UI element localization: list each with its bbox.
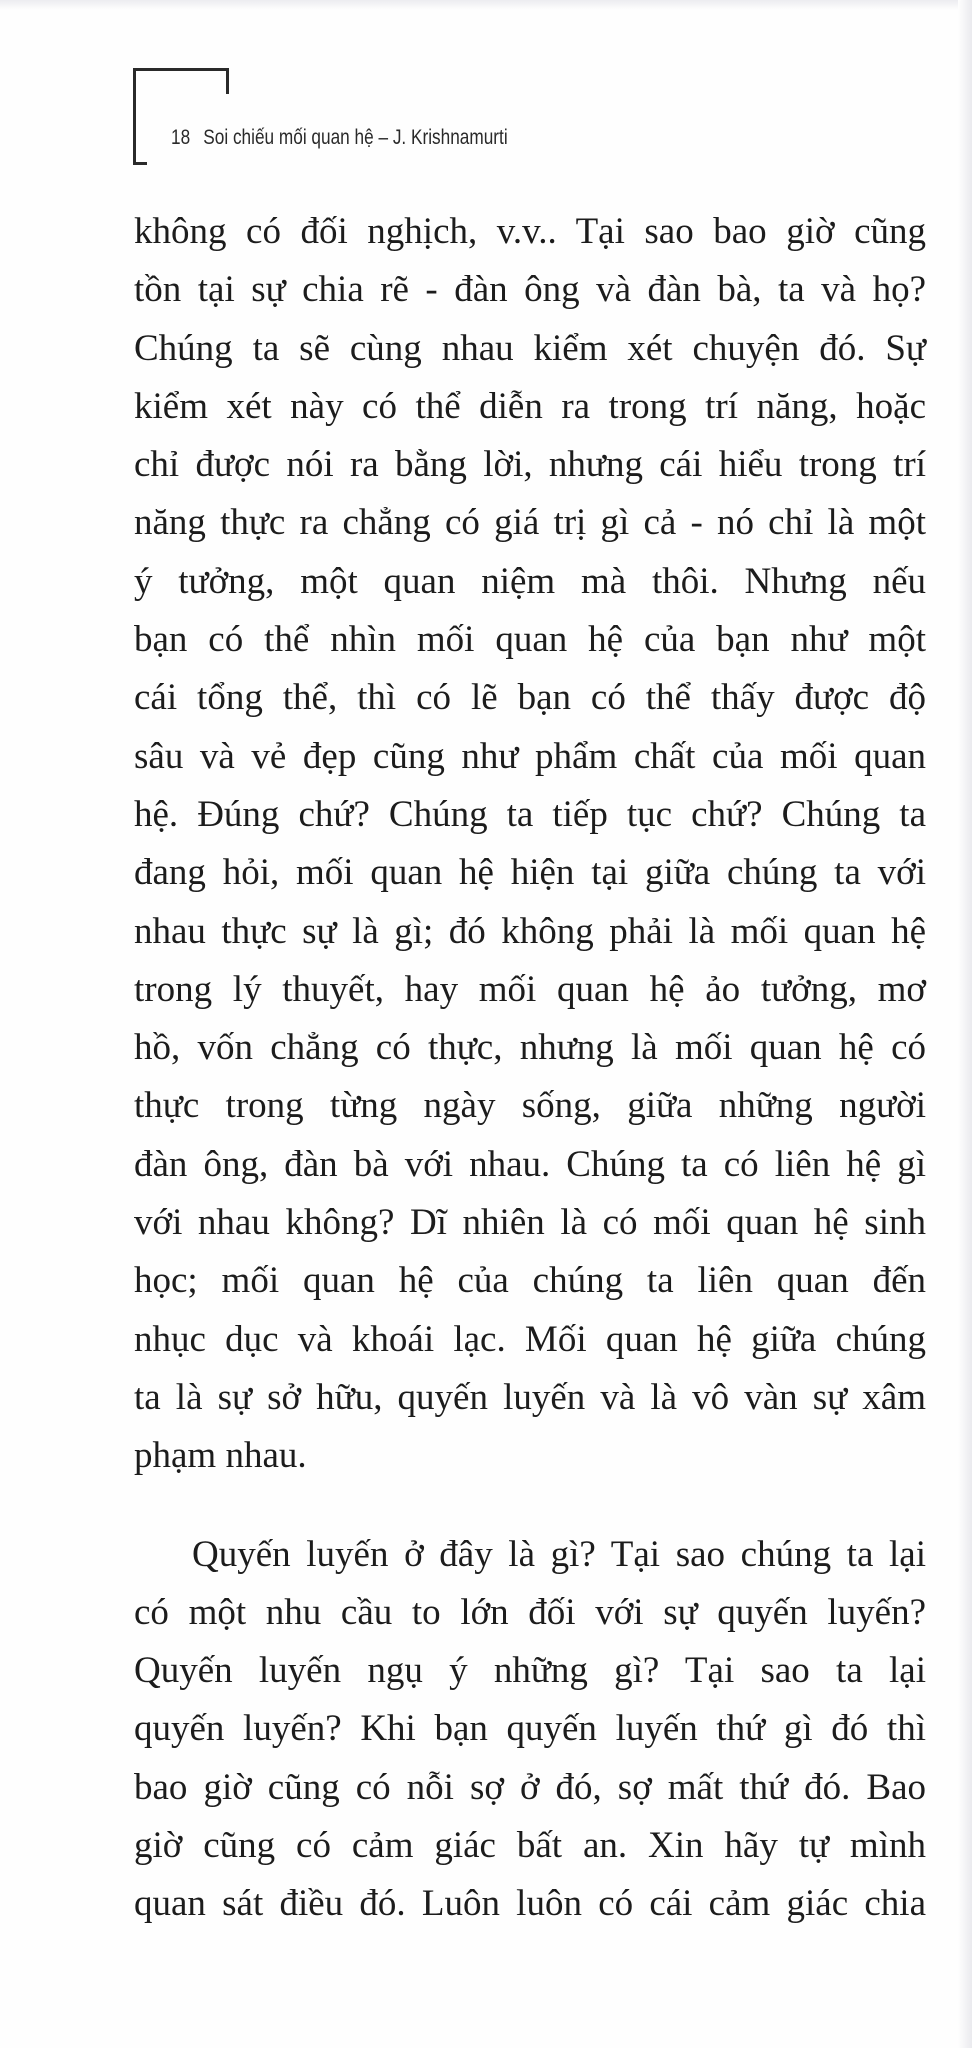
text-line: học; mối quan hệ của chúng ta liên quan đến — [134, 1260, 926, 1302]
text-line: giờ cũng có cảm giác bất an. Xin hãy tự mình — [134, 1825, 926, 1867]
text-line: đàn ông, đàn bà với nhau. Chúng ta có liên hệ gì — [134, 1143, 926, 1185]
text-line: phạm nhau. — [134, 1435, 307, 1477]
header-bracket-ornament — [133, 68, 136, 165]
text-line: trong lý thuyết, hay mối quan hệ ảo tưởng, mơ — [134, 968, 926, 1010]
text-line: hồ, vốn chẳng có thực, nhưng là mối quan hệ có — [134, 1027, 926, 1069]
paragraph — [134, 203, 926, 1486]
text-line: tồn tại sự chia rẽ - đàn ông và đàn bà, ta và họ? — [134, 269, 926, 311]
text-line: Quyến luyến ngụ ý những gì? Tại sao ta lại — [134, 1650, 926, 1692]
text-line: ta là sự sở hữu, quyến luyến và là vô vàn sự xâm — [134, 1376, 926, 1418]
text-line: chỉ được nói ra bằng lời, nhưng cái hiểu trong trí — [134, 444, 926, 486]
text-line: quan sát điều đó. Luôn luôn có cái cảm giác chia — [134, 1883, 926, 1925]
text-line: nhục dục và khoái lạc. Mối quan hệ giữa chúng — [134, 1318, 926, 1360]
text-line: có một nhu cầu to lớn đối với sự quyến luyến? — [134, 1591, 926, 1633]
text-line: quyến luyến? Khi bạn quyến luyến thứ gì đó thì — [134, 1708, 926, 1750]
text-line: bao giờ cũng có nỗi sợ ở đó, sợ mất thứ đó. Bao — [134, 1766, 926, 1808]
paragraph-spacer — [134, 1486, 926, 1526]
text-line: không có đối nghịch, v.v.. Tại sao bao giờ cũng — [134, 211, 926, 252]
body-text — [134, 203, 926, 1934]
text-line: thực trong từng ngày sống, giữa những người — [134, 1085, 926, 1127]
text-line: kiểm xét này có thể diễn ra trong trí năng, hoặc — [134, 385, 926, 427]
running-head — [171, 126, 508, 150]
text-line: sâu và vẻ đẹp cũng như phẩm chất của mối quan — [134, 735, 926, 777]
page-top-edge — [0, 0, 972, 10]
text-line: ý tưởng, một quan niệm mà thôi. Nhưng nếu — [134, 560, 926, 602]
text-line: Quyến luyến ở đây là gì? Tại sao chúng ta lại — [192, 1533, 926, 1575]
text-line: năng thực ra chẳng có giá trị gì cả - nó chỉ là một — [134, 502, 926, 544]
page-right-edge-shadow — [958, 0, 972, 2048]
header-bracket-top-rule — [133, 68, 229, 71]
text-line: nhau thực sự là gì; đó không phải là mối quan hệ — [134, 910, 926, 952]
text-line: hệ. Đúng chứ? Chúng ta tiếp tục chứ? Chúng ta — [134, 793, 926, 835]
paragraph — [134, 1526, 926, 1934]
header-bracket-tick — [226, 68, 229, 94]
page-header — [133, 68, 833, 168]
header-bracket-bottom-rule — [133, 162, 147, 165]
running-title: Soi chiếu mối quan hệ – J. Krishnamurti — [203, 126, 508, 149]
text-line: Chúng ta sẽ cùng nhau kiểm xét chuyện đó. Sự — [134, 327, 926, 369]
text-line: với nhau không? Dĩ nhiên là có mối quan hệ sinh — [134, 1202, 926, 1244]
text-line: cái tổng thể, thì có lẽ bạn có thể thấy được độ — [134, 677, 926, 719]
text-line: bạn có thể nhìn mối quan hệ của bạn như một — [134, 619, 926, 661]
text-line: đang hỏi, mối quan hệ hiện tại giữa chúng ta với — [134, 852, 926, 894]
page-number: 18 — [171, 126, 191, 149]
